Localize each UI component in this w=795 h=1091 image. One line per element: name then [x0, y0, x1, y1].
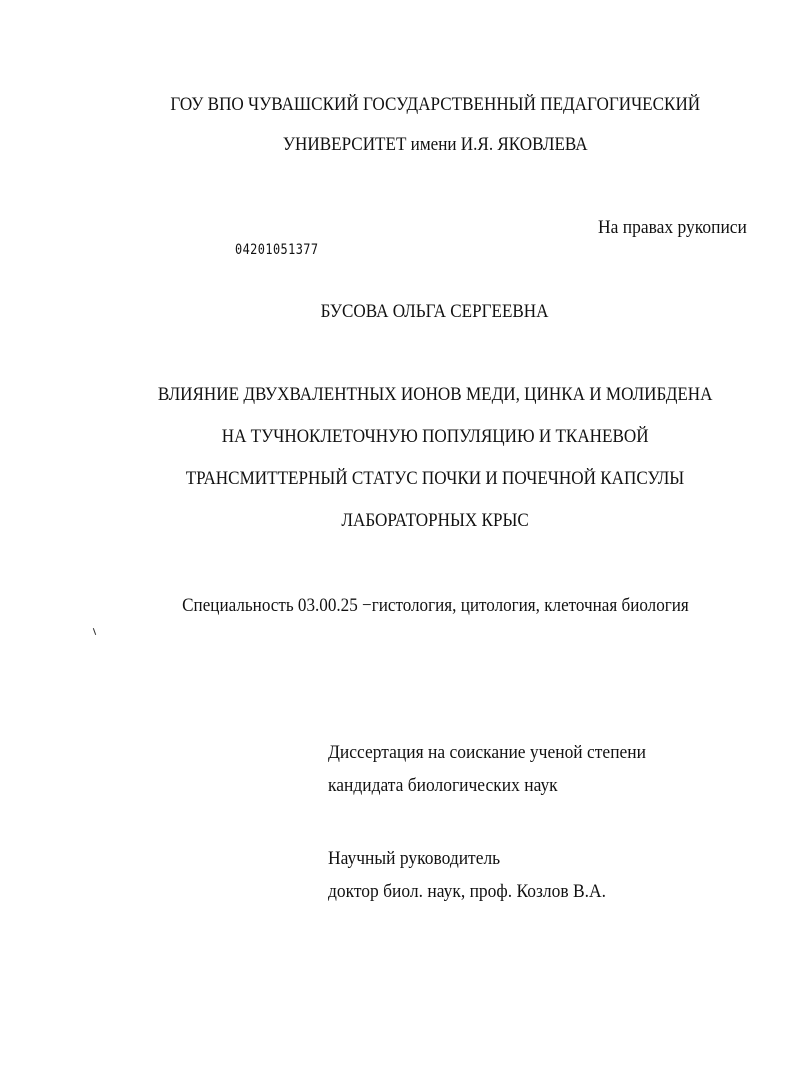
scan-mark [93, 628, 96, 635]
title-line: ВЛИЯНИЕ ДВУХВАЛЕНТНЫХ ИОНОВ МЕДИ, ЦИНКА И МОЛИБДЕНА [157, 384, 713, 405]
degree-line-2: кандидата биологических наук [328, 775, 558, 796]
specialty: Специальность 03.00.25 −гистология, цитология, клеточная биология [181, 595, 689, 616]
rights-note: На правах рукописи [598, 217, 747, 238]
title-line: НА ТУЧНОКЛЕТОЧНУЮ ПОПУЛЯЦИЮ И ТКАНЕВОЙ [221, 426, 649, 447]
title-line: ТРАНСМИТТЕРНЫЙ СТАТУС ПОЧКИ И ПОЧЕЧНОЙ КАПСУЛЫ [185, 468, 685, 489]
catalog-number: 04201051377 [235, 242, 319, 258]
supervisor-name: доктор биол. наук, проф. Козлов В.А. [328, 881, 607, 902]
author-name: БУСОВА ОЛЬГА СЕРГЕЕВНА [321, 301, 549, 322]
institution-line-2: УНИВЕРСИТЕТ имени И.Я. ЯКОВЛЕВА [282, 134, 588, 155]
supervisor-label: Научный руководитель [328, 848, 501, 869]
title-line: ЛАБОРАТОРНЫХ КРЫС [341, 510, 529, 531]
institution-line-1: ГОУ ВПО ЧУВАШСКИЙ ГОСУДАРСТВЕННЫЙ ПЕДАГОГИЧЕСКИЙ [170, 94, 700, 115]
degree-line-1: Диссертация на соискание ученой степени [328, 742, 647, 763]
